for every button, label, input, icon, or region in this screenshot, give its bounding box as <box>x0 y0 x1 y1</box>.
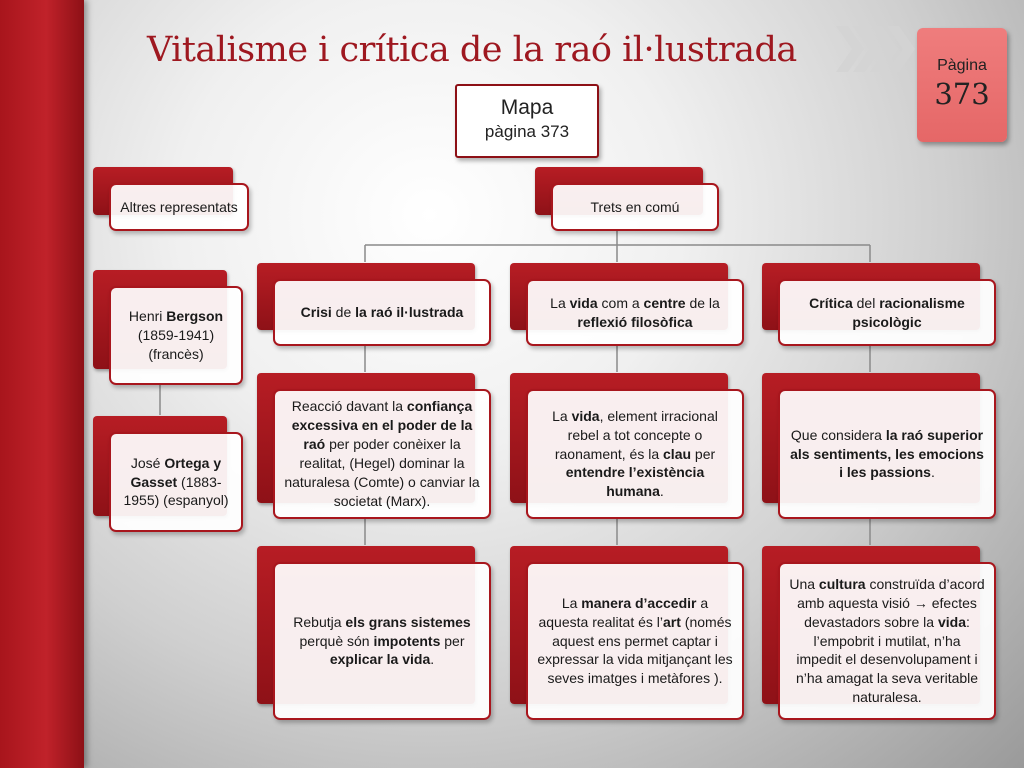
node-altres-representats <box>93 167 249 231</box>
text-run: La <box>561 594 582 611</box>
node-text <box>778 279 996 346</box>
text-run: (1883-1955) (espanyol) <box>123 473 229 509</box>
bold-text: vida <box>569 294 598 311</box>
text-run: de la <box>685 294 720 311</box>
bold-text: confiança excessiva en el poder de la raó <box>291 398 473 453</box>
bold-text: impotents <box>373 632 441 649</box>
text-run: : l’empobrit i mutilat, n’ha impedit el desenvolupament i n’ha amagat la seva veritable naturalesa. <box>795 613 979 706</box>
node-vida-centre <box>510 263 744 346</box>
bold-text: manera d’accedir <box>581 594 697 611</box>
bold-text: art <box>663 613 681 630</box>
node-text <box>109 286 243 385</box>
text-run: , element irracional rebel a tot concepte o raonament, és la <box>554 407 718 462</box>
text-run: per <box>691 445 716 462</box>
node-reaccio <box>257 373 491 519</box>
page-badge-label: Pàgina <box>937 57 987 74</box>
node-text-content <box>120 199 238 216</box>
bold-text: vida <box>571 407 600 424</box>
text-run: (1859-1941) (francès) <box>137 327 215 362</box>
bold-text: Crisi <box>300 304 332 321</box>
text-run: La <box>550 294 570 311</box>
node-text-content <box>789 294 985 332</box>
text-run: . <box>430 651 435 668</box>
node-text <box>109 183 249 231</box>
page-title: Vitalisme i crítica de la raó il·lustrada <box>147 30 797 70</box>
bold-text: clau <box>663 445 692 462</box>
text-run: La <box>552 407 572 424</box>
map-reference-title: Mapa <box>500 96 554 119</box>
node-text <box>273 562 491 720</box>
bold-text: la raó superior als sentiments, les emocions i les passions <box>790 426 984 481</box>
text-run: de <box>331 304 356 321</box>
bold-text: Bergson <box>166 308 224 325</box>
node-text <box>526 389 744 519</box>
node-crisi-rao <box>257 263 491 346</box>
node-bergson <box>93 270 243 385</box>
node-cultura <box>762 546 996 720</box>
node-text-content <box>789 426 985 483</box>
node-rebutja <box>257 546 491 720</box>
bold-text: centre <box>643 294 686 311</box>
node-text-content <box>789 575 985 707</box>
text-run: a aquesta realitat és l’ <box>538 594 709 630</box>
text-run: Que considera <box>790 426 886 443</box>
node-text <box>109 432 243 532</box>
node-text-content <box>284 613 480 670</box>
node-ortega <box>93 416 243 532</box>
bold-text: la raó il·lustrada <box>355 304 464 321</box>
node-text-content <box>591 198 680 217</box>
node-text <box>273 389 491 519</box>
node-trets-en-comu <box>535 167 719 231</box>
text-run: Rebutja <box>293 613 346 630</box>
bold-text: Crítica <box>809 294 853 311</box>
text-run: Altres representats <box>120 198 238 215</box>
bold-text: els grans sistemes <box>345 613 471 630</box>
text-run: . <box>659 483 664 500</box>
bold-text: vida <box>937 613 966 630</box>
node-considera <box>762 373 996 519</box>
text-run: Henri <box>128 308 167 325</box>
node-text <box>526 562 744 720</box>
node-text-content <box>537 407 733 501</box>
text-run: per <box>440 632 465 649</box>
node-text <box>778 389 996 519</box>
text-run: (només aquest ens permet captar i expressar la vida mitjançant les seves imatges i metàfores ). <box>537 613 733 687</box>
node-text-content <box>301 303 464 322</box>
text-run: com a <box>597 294 644 311</box>
node-manera <box>510 546 744 720</box>
node-text-content <box>120 307 232 364</box>
text-run: construïda d’acord amb aquesta visió → efectes devastadors sobre la <box>797 575 985 630</box>
node-text-content <box>120 454 232 511</box>
map-reference-page: pàgina 373 <box>484 122 570 141</box>
bold-text: cultura <box>818 575 866 592</box>
node-text <box>273 279 491 346</box>
text-run: . <box>930 464 935 481</box>
node-text-content <box>537 294 733 332</box>
text-run: per poder conèixer la realitat, (Hegel) dominar la naturalesa (Comte) o canviar la societat (Marx). <box>284 436 480 509</box>
node-text <box>526 279 744 346</box>
text-run: Trets en comú <box>590 198 680 215</box>
bold-text: reflexió filosòfica <box>577 313 693 330</box>
node-text-content <box>284 397 480 510</box>
node-text-content <box>537 594 733 688</box>
node-text <box>551 183 719 231</box>
text-run: perquè són <box>299 632 374 649</box>
text-run: Reacció davant la <box>291 398 407 415</box>
text-run: José <box>130 454 165 471</box>
bold-text: Ortega y Gasset <box>130 454 222 490</box>
bold-text: racionalisme psicològic <box>852 294 965 330</box>
node-critica-racionalisme <box>762 263 996 346</box>
text-run: del <box>852 294 880 311</box>
text-run: Una <box>789 575 819 592</box>
page-badge-number: 373 <box>934 77 990 111</box>
bold-text: explicar la vida <box>329 651 431 668</box>
bold-text: entendre l’existència humana <box>565 464 705 500</box>
node-vida-element <box>510 373 744 519</box>
node-text <box>778 562 996 720</box>
